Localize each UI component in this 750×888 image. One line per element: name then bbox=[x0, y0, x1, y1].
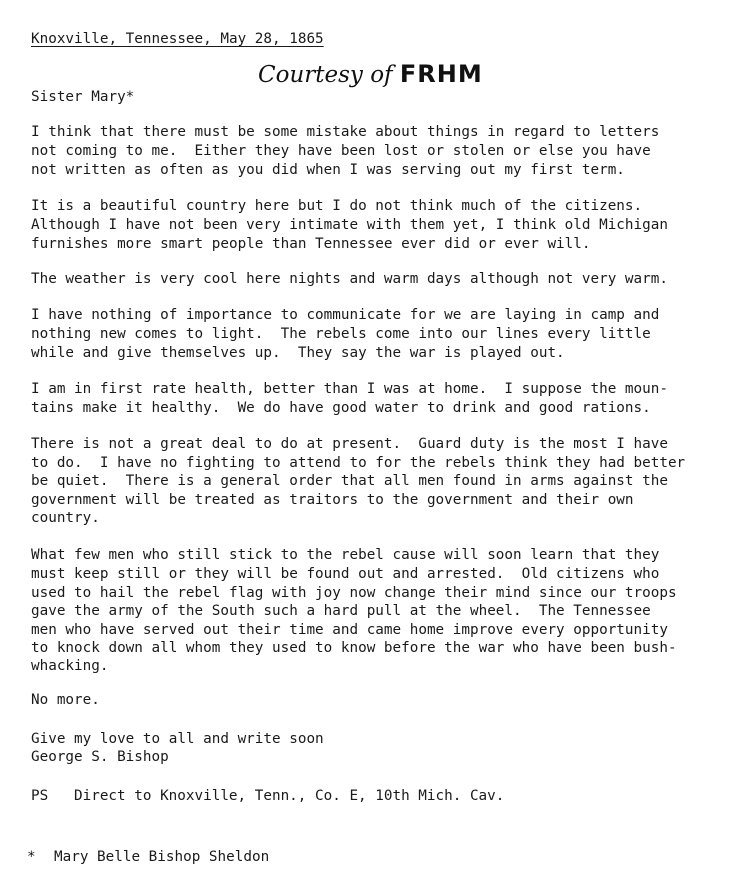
paragraph-6-line-2: to do. I have no fighting to attend to for the rebels think they had better bbox=[31, 455, 686, 471]
closing: Give my love to all and write soon bbox=[31, 731, 324, 747]
paragraph-2-line-3: furnishes more smart people than Tennessee ever did or ever will. bbox=[31, 236, 591, 252]
paragraph-3-line-1: The weather is very cool here nights and warm days although not very warm. bbox=[31, 271, 668, 287]
paragraph-1-line-3: not written as often as you did when I was serving out my first term. bbox=[31, 162, 625, 178]
paragraph-7-line-6: to knock down all whom they used to know before the war who have been bush- bbox=[31, 640, 677, 656]
paragraph-7-line-7: whacking. bbox=[31, 658, 109, 674]
paragraph-4-line-2: nothing new comes to light. The rebels come into our lines every little bbox=[31, 326, 651, 342]
footnote-mark: * bbox=[27, 849, 36, 865]
courtesy-org: FRHM bbox=[399, 60, 483, 88]
paragraph-7-line-2: must keep still or they will be found out and arrested. Old citizens who bbox=[31, 566, 660, 582]
paragraph-6-line-1: There is not a great deal to do at present. Guard duty is the most I have bbox=[31, 436, 668, 452]
paragraph-7-line-5: men who have served out their time and came home improve every opportunity bbox=[31, 622, 668, 638]
paragraph-2-line-2: Although I have not been very intimate with them yet, I think old Michigan bbox=[31, 217, 668, 233]
paragraph-1-line-2: not coming to me. Either they have been lost or stolen or else you have bbox=[31, 143, 651, 159]
paragraph-6-line-4: government will be treated as traitors to the government and their own bbox=[31, 492, 634, 508]
courtesy-stamp bbox=[258, 60, 483, 89]
paragraph-6-line-3: be quiet. There is a general order that all men found in arms against the bbox=[31, 473, 668, 489]
paragraph-7-line-4: gave the army of the South such a hard pull at the wheel. The Tennessee bbox=[31, 603, 651, 619]
paragraph-8-line-1: No more. bbox=[31, 692, 100, 708]
paragraph-4-line-3: while and give themselves up. They say the war is played out. bbox=[31, 345, 565, 361]
paragraph-1-line-1: I think that there must be some mistake about things in regard to letters bbox=[31, 124, 660, 140]
paragraph-6-line-5: country. bbox=[31, 510, 100, 526]
paragraph-2-line-1: It is a beautiful country here but I do not think much of the citizens. bbox=[31, 198, 643, 214]
signature: George S. Bishop bbox=[31, 749, 169, 765]
ps-text: Direct to Knoxville, Tenn., Co. E, 10th Mich. Cav. bbox=[74, 788, 505, 804]
paragraph-5-line-2: tains make it healthy. We do have good water to drink and good rations. bbox=[31, 400, 651, 416]
paragraph-5-line-1: I am in first rate health, better than I was at home. I suppose the moun- bbox=[31, 381, 668, 397]
ps-label: PS bbox=[31, 788, 49, 804]
courtesy-prefix: Courtesy of bbox=[258, 62, 400, 88]
dateline: Knoxville, Tennessee, May 28, 1865 bbox=[31, 31, 324, 47]
paragraph-7-line-1: What few men who still stick to the rebel cause will soon learn that they bbox=[31, 547, 660, 563]
paragraph-4-line-1: I have nothing of importance to communicate for we are laying in camp and bbox=[31, 307, 660, 323]
salutation: Sister Mary* bbox=[31, 89, 135, 105]
footnote-text: Mary Belle Bishop Sheldon bbox=[54, 849, 270, 865]
paragraph-7-line-3: used to hail the rebel flag with joy now change their mind since our troops bbox=[31, 585, 677, 601]
